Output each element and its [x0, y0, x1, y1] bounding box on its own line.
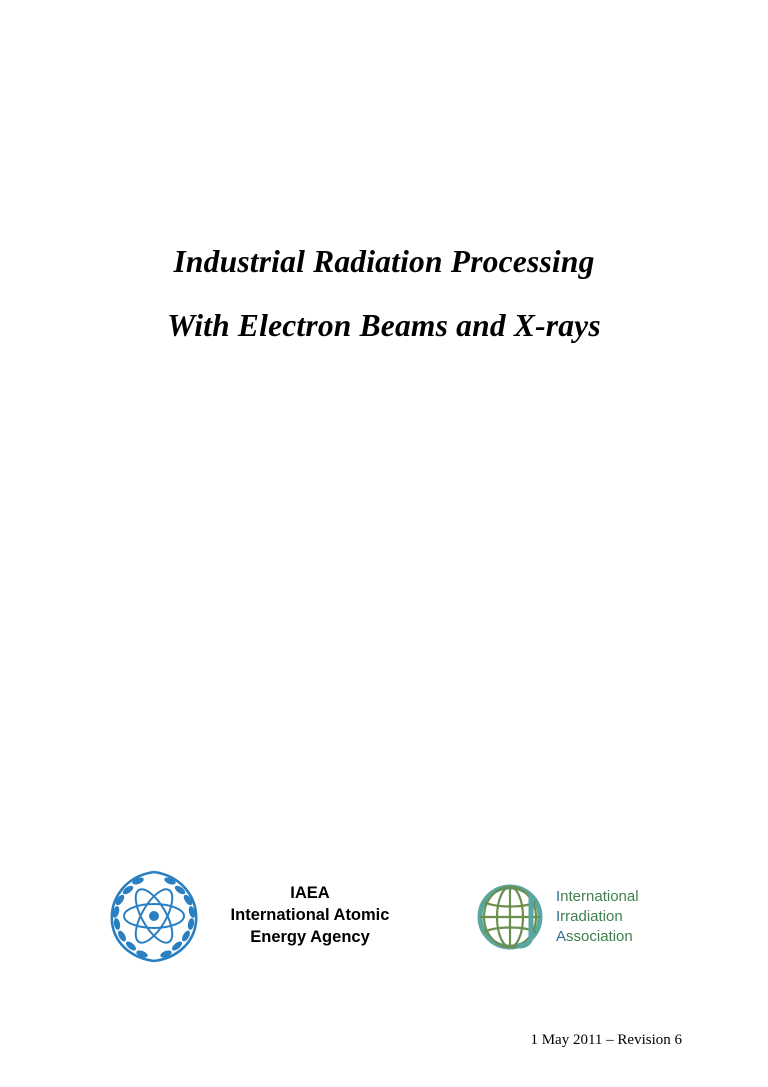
- iia-initial-i2: I: [556, 908, 561, 926]
- iia-rest-3: ssociation: [566, 927, 633, 945]
- iaea-logo-text: [210, 883, 410, 948]
- iaea-text-line-2: International Atomic: [230, 906, 390, 925]
- iia-initial-i1: I: [556, 888, 561, 906]
- title-line-2: With Electron Beams and X-rays: [167, 307, 601, 343]
- revision-footer: 1 May 2011 – Revision 6: [530, 1032, 682, 1048]
- iaea-atom-laurel-emblem-icon: [104, 866, 204, 966]
- title-line-1: Industrial Radiation Processing: [173, 244, 595, 279]
- iia-logo-text: [556, 887, 639, 947]
- iia-rest-2: rradiation: [560, 908, 623, 926]
- iia-logo: [476, 872, 726, 962]
- iia-rest-1: nternational: [560, 888, 639, 906]
- iia-text-line-2: [556, 907, 639, 927]
- iia-text-line-3: [556, 927, 639, 947]
- iia-initial-a: A: [556, 927, 567, 945]
- logo-row: [0, 866, 768, 966]
- iia-text-line-1: [556, 887, 639, 907]
- iaea-text-line-1: IAEA: [290, 884, 330, 903]
- iaea-text-line-3: Energy Agency: [250, 927, 370, 946]
- iia-globe-emblem-icon: [476, 880, 550, 954]
- iaea-logo: [104, 866, 414, 966]
- document-title: [0, 246, 768, 341]
